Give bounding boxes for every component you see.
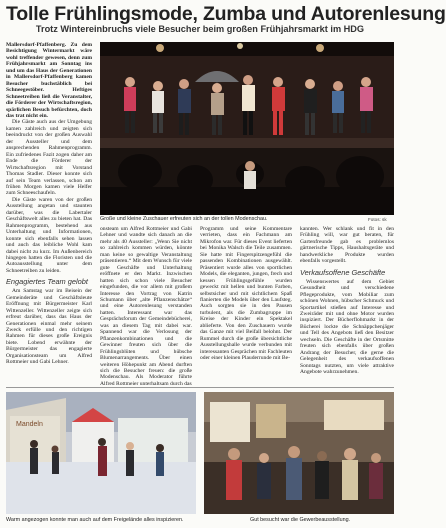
- paragraph: Wissenswertes auf dem Gebiet Gesundheit und verschiedene Pflegeprodukte, vom Mobiliar zum schönen Wohnen, hübscher Schmuck und Sportartikel stießen auf Interesse und Zweiräder mit und ohne Motor wurden inspiziert. Der Bücherflohmarkt in der Bücherei lockte die Schnäppchenjäger und Tell des Angebots ließ den Besitzer wechseln. Die Geschäfte in der Ortsmitte freuten sich ebenfalls über großen Andrang der Besucher, die gerne die Gelegenheit des verkaufsoffenen Sonntags nutzten, um viele attraktive Angebote wahrzunehmen.: [300, 278, 394, 376]
- column-3: [200, 226, 292, 388]
- lead-text: Zu dem Besichtigung Wintermarkt wäre wohl treffender gewesen, denn zum Frühjahrsmarkt am Sonntag ins und um das Haus der Generationen in Mallersdorf-Pfaffenberg kamen Besucher buchstäblich bei Schneegestöber. Heftiges Schneetreiben ließ die Veranstalter, die Förderer der Wirtschaftsregion, spärlichen Besuch befürchten, doch das trat nicht ein.: [6, 42, 92, 119]
- outdoor-market-image: [6, 392, 196, 514]
- lead-paragraph: [6, 42, 92, 119]
- paragraph: Am Samstag war im Beisein der Gemeinderäte und Geschäftsleute Eröffnung mit Bürgermeister Karl Wittenzeller. Wittenzeller zeigte sich erfreut darüber, dass das Haus der Generationen einmal mehr seinem Zweck erfülle und den richtigen Rahmen für dieses große Ereignis biete. Lobend erwähnte der Bürgermeister das engagierte Organisationsteam um Alfred Rottmeier und Gabi Lehner.: [6, 288, 92, 366]
- dateline: Mallersdorf-Pfaffenberg.: [6, 42, 67, 48]
- paragraph: Die Gäste waren von der großen Ausstellung angetan und staunten darüber, was die Labertaler Geschäftswelt alles zu bieten hat. Das Rahmenprogramm, bestehend aus Unterhaltung und Informationen, konnte sich ebenfalls sehen lassen und auch das leibliche Wohl kam dabei nicht zu kurz. Im Außenbereich hingegen hatten die Floristen und die Autoausstellung unter dem Schneetreiben zu leiden.: [6, 196, 92, 274]
- exhibition-photo-caption: Gut besucht war die Gewerbeausstellung.: [250, 517, 351, 523]
- paragraph: onsteam um Alfred Rottmeier und Gabi Lehner und wandte sich danach an die mehr als 40 Aussteller: „Wenn Sie nicht so zahlreich kommen würden, könnte man keine so gewaltige Veranstaltung präsentieren.“ Mit dem Wunsch für viele gute Geschäfte und Unterhaltung eröffnete er den Markt. Inzwischen hatten sich schon viele Besucher eingefunden, die vor allem mit großem Interesse den Vortrag von Katrin Schumann über „alte Pflanzenschätze“ und eine Autorenlesung verstanden hatten. Interessant war das Gesprächsforum der Gemeindebücherei, was an diesem Tag mit dabei war. Spannend war die Verlosung der Pflanzenkombinationen und die Gewinner freuten sich über die Frühlingsblüten und hübsche Blumenarrangements. Über einen weiteren Höhepunkt am Abend durften sich die Besucher freuen: die große Modenschau. Als Moderator führte Alfred Rottmeier unterhaltsam durch das: [100, 226, 192, 387]
- divider: [6, 387, 394, 388]
- subheading: Engagiertes Team gelobt: [6, 277, 88, 287]
- paragraph: Die Gäste auch aus der Umgebung kamen zahlreich und zeigten sich beeindruckt von der großen Auswahl der Aussteller und dem ansprechenden Rahmenprogramm. Ein zufriedenes Fazit zogen daher am Ende die Förderer der Wirtschaftsregion mit Vorstand Thomas Stadler. Dieser konnte sich auf sein Team verlassen, schon am frühen Morgen kamen viele Helfer zum Schneeschaufeln.: [6, 119, 92, 197]
- exhibition-hall-photo: [204, 392, 394, 514]
- paragraph: Programm und seine Kommentare verrieten, dass ein Fachmann am Mikrofon war. Für dieses Event lieferten bei Monika Walsch die Teile zusammen. Sie hatte mit Fingerspitzengefühl die passenden Kombinationen ausgewählt. Präsentiert wurde alles von sportlichen Models, die eleganten, jungen, frech und kessen Frühlingsgefühle wurden geweckt mit hellen und bunten Farben, selbstsicher und mit sichtlichem Spaß flanierten die Models über den Laufsteg. Auch sorgten sie in den Pausen turbulent, als die Zumbagruppe im Kreise der Kinder ein Spektakel ablieferte. Von den Zuschauern wurde das Ganze mit viel Beifall belohnt. Der Rummel durch die große übersichtliche Ausstellungshalle wurde verbunden mit interessanten Gesprächen mit Fachleuten oder einer kleinen Plauderrunde mit Be-: [200, 226, 292, 362]
- fashion-show-image: [100, 42, 394, 215]
- column-4: [300, 226, 394, 388]
- outdoor-market-photo: [6, 392, 196, 514]
- headline: Tolle Frühlingsmode, Zumba und Autorenlesung: [6, 3, 446, 25]
- subheading: Verkaufsoffene Geschäfte: [300, 267, 386, 277]
- column-2: [100, 226, 192, 388]
- outdoor-photo-caption: Warm angezogen konnte man auch auf dem Freigelände alles inspizieren.: [6, 517, 184, 523]
- booth-sign: Mandeln: [16, 421, 43, 428]
- subheadline: Trotz Wintereinbruchs viele Besucher beim großen Frühjahrsmarkt im HDG: [35, 24, 365, 34]
- fashion-show-photo: [100, 42, 394, 215]
- main-photo-caption: Große und kleine Zuschauer erfreuten sich an der tollen Modenschau.: [100, 216, 268, 222]
- exhibition-hall-image: [204, 392, 394, 514]
- paragraph: kannten. Wer schlank und fit in den Frühling will, war gut beraten, für Gartenfreunde gab es problemlos gärtnerische Tipps, Haushaltsgeräte und handwerkliche Produkte wurden ebenfalls vorgestellt.: [300, 226, 394, 265]
- photo-credit: Fotos: sk: [368, 217, 387, 222]
